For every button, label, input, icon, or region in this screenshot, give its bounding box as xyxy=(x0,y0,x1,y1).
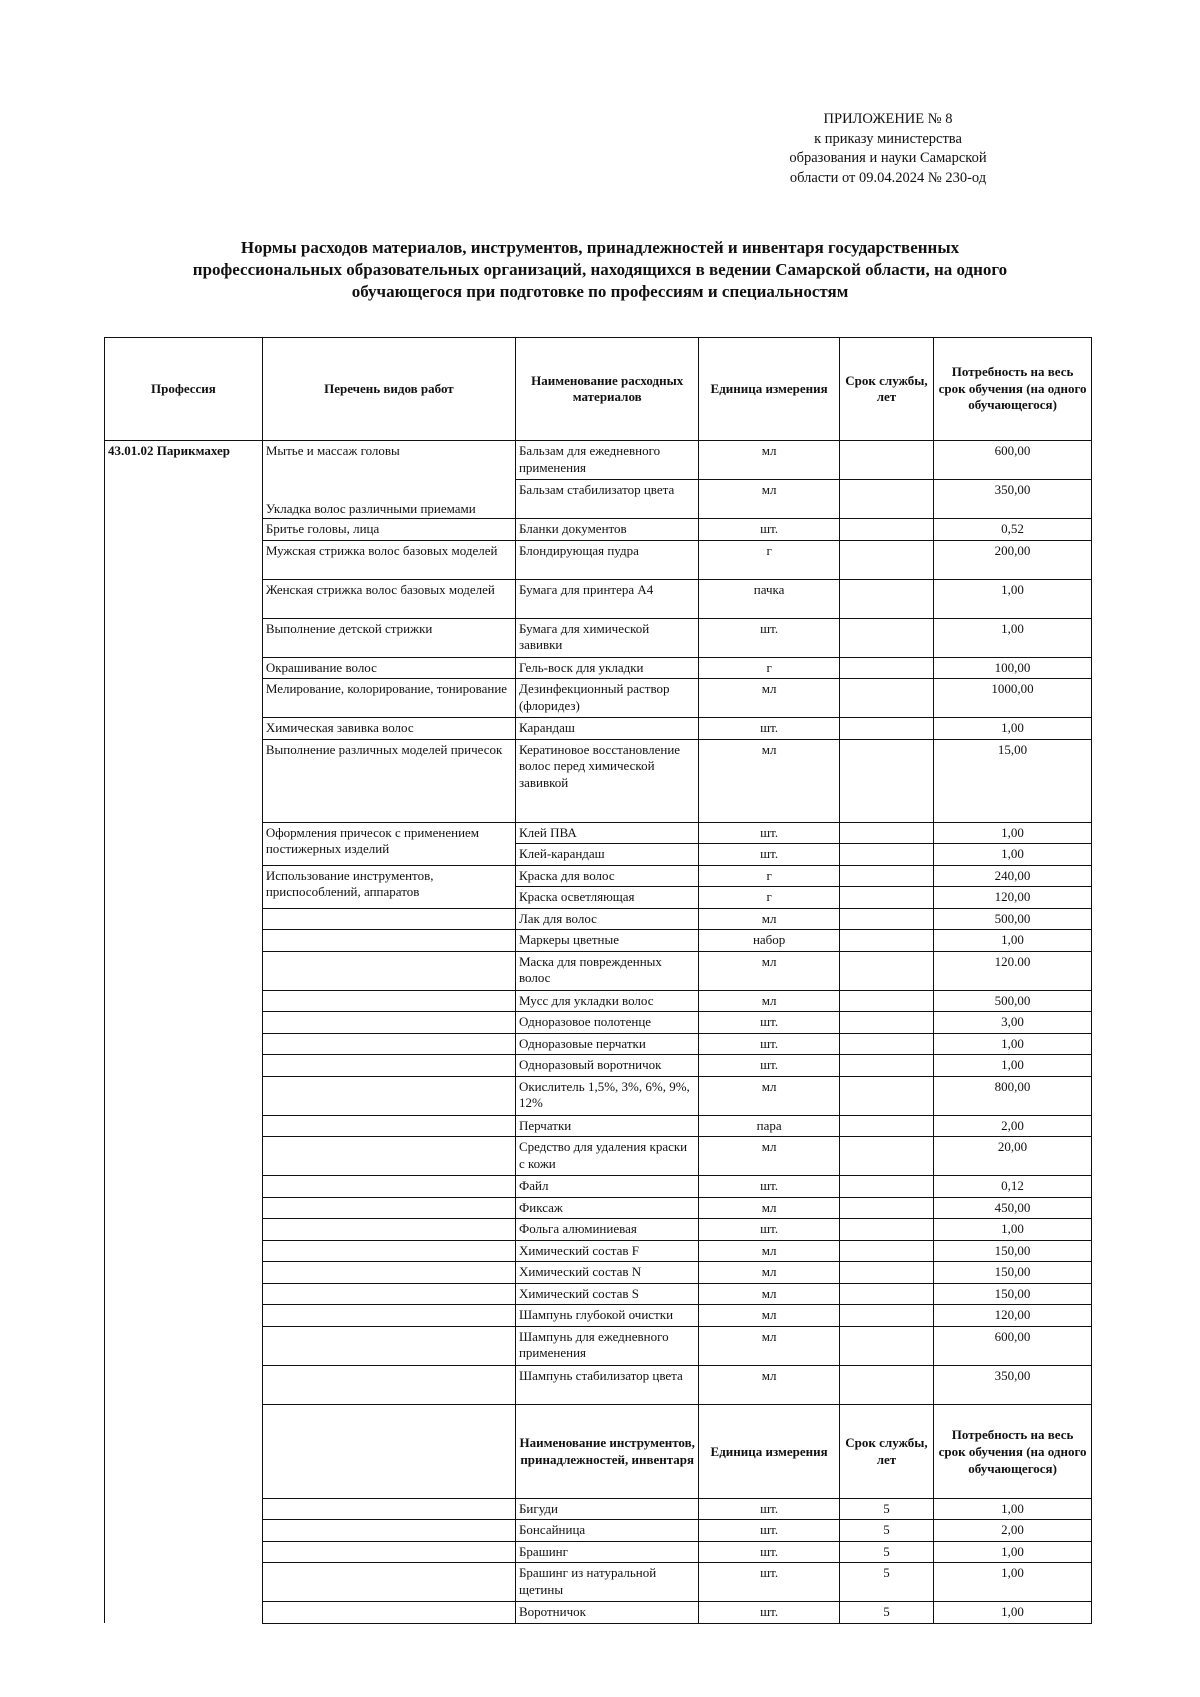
material-qty: 150,00 xyxy=(934,1262,1092,1284)
appendix-number: ПРИЛОЖЕНИЕ № 8 xyxy=(823,111,953,127)
title-line-1: Нормы расходов материалов, инструментов, принадлежностей и инвентаря государственных xyxy=(240,238,960,257)
tool-name: Бигуди xyxy=(515,1498,698,1520)
material-qty: 1,00 xyxy=(934,718,1092,740)
material-term xyxy=(839,718,933,740)
tools-header-need: Потребность на весь срок обучения (на одного обучающегося) xyxy=(934,1404,1092,1498)
material-term xyxy=(839,540,933,579)
tool-term: 5 xyxy=(839,1498,933,1520)
material-qty: 600,00 xyxy=(934,1326,1092,1365)
material-name: Бумага для химической завивки xyxy=(515,618,698,657)
material-term xyxy=(839,887,933,909)
header-need: Потребность на весь срок обучения (на одного обучающегося) xyxy=(934,338,1092,441)
header-profession: Профессия xyxy=(105,338,263,441)
tool-name: Воротничок xyxy=(515,1602,698,1624)
work-cell: Оформления причесок с применением постижерных изделий xyxy=(262,822,515,865)
material-term xyxy=(839,480,933,519)
material-term xyxy=(839,441,933,480)
work-cell: Бритье головы, лица xyxy=(262,519,515,541)
tool-unit: шт. xyxy=(699,1498,839,1520)
material-name: Средство для удаления краски с кожи xyxy=(515,1137,698,1176)
work-cell: Выполнение различных моделей причесок xyxy=(262,739,515,822)
header-material: Наименование расходных материалов xyxy=(515,338,698,441)
work-cell xyxy=(262,1240,515,1262)
material-unit: набор xyxy=(699,930,839,952)
material-term xyxy=(839,679,933,718)
tool-term: 5 xyxy=(839,1563,933,1602)
tool-name: Брашинг из натуральной щетины xyxy=(515,1563,698,1602)
tool-unit: шт. xyxy=(699,1563,839,1602)
material-name: Одноразовое полотенце xyxy=(515,1012,698,1034)
header-unit: Единица измерения xyxy=(699,338,839,441)
material-term xyxy=(839,844,933,866)
header-works: Перечень видов работ xyxy=(262,338,515,441)
material-qty: 240,00 xyxy=(934,865,1092,887)
material-qty: 1,00 xyxy=(934,579,1092,618)
material-name: Бальзам стабилизатор цвета xyxy=(515,480,698,519)
material-unit: г xyxy=(699,540,839,579)
material-name: Лак для волос xyxy=(515,908,698,930)
material-name: Фиксаж xyxy=(515,1197,698,1219)
material-qty: 120.00 xyxy=(934,951,1092,990)
material-qty: 450,00 xyxy=(934,1197,1092,1219)
material-name: Окислитель 1,5%, 3%, 6%, 9%, 12% xyxy=(515,1076,698,1115)
material-name: Химический состав F xyxy=(515,1240,698,1262)
appendix-date-line: области от 09.04.2024 № 230-од xyxy=(789,169,987,186)
appendix-reference xyxy=(768,110,1008,188)
material-term xyxy=(839,1137,933,1176)
work-cell: Окрашивание волос xyxy=(262,657,515,679)
material-name: Бальзам для ежедневного применения xyxy=(515,441,698,480)
material-unit: шт. xyxy=(699,822,839,844)
work-cell xyxy=(262,1498,515,1520)
work-cell xyxy=(262,1137,515,1176)
material-qty: 200,00 xyxy=(934,540,1092,579)
work-cell xyxy=(262,1326,515,1365)
tool-unit: шт. xyxy=(699,1602,839,1624)
material-unit: мл xyxy=(699,1305,839,1327)
material-unit: мл xyxy=(699,1283,839,1305)
material-unit: мл xyxy=(699,908,839,930)
material-qty: 120,00 xyxy=(934,1305,1092,1327)
work-cell xyxy=(262,1076,515,1115)
tool-term: 5 xyxy=(839,1541,933,1563)
material-qty: 150,00 xyxy=(934,1240,1092,1262)
material-unit: шт. xyxy=(699,718,839,740)
material-name: Маска для поврежденных волос xyxy=(515,951,698,990)
material-qty: 800,00 xyxy=(934,1076,1092,1115)
material-name: Маркеры цветные xyxy=(515,930,698,952)
material-unit: шт. xyxy=(699,1219,839,1241)
work-cell xyxy=(262,908,515,930)
header-term: Срок службы, лет xyxy=(839,338,933,441)
tool-term: 5 xyxy=(839,1602,933,1624)
work-cell xyxy=(262,1305,515,1327)
table-row xyxy=(105,441,1092,480)
tool-unit: шт. xyxy=(699,1541,839,1563)
material-qty: 3,00 xyxy=(934,1012,1092,1034)
material-name: Краска для волос xyxy=(515,865,698,887)
material-qty: 1,00 xyxy=(934,1033,1092,1055)
work-cell: Мужская стрижка волос базовых моделей xyxy=(262,540,515,579)
work-cell xyxy=(262,1176,515,1198)
material-term xyxy=(839,1012,933,1034)
material-unit: г xyxy=(699,657,839,679)
work-cell xyxy=(262,1283,515,1305)
material-term xyxy=(839,1262,933,1284)
material-unit: г xyxy=(699,865,839,887)
material-qty: 1,00 xyxy=(934,1055,1092,1077)
material-name: Одноразовые перчатки xyxy=(515,1033,698,1055)
material-unit: мл xyxy=(699,1240,839,1262)
material-name: Краска осветляющая xyxy=(515,887,698,909)
material-unit: мл xyxy=(699,1076,839,1115)
work-cell xyxy=(262,1055,515,1077)
material-name: Карандаш xyxy=(515,718,698,740)
material-name: Клей ПВА xyxy=(515,822,698,844)
material-name: Перчатки xyxy=(515,1115,698,1137)
norms-table xyxy=(104,337,1092,1624)
tool-qty: 1,00 xyxy=(934,1602,1092,1624)
material-unit: шт. xyxy=(699,1033,839,1055)
material-name: Клей-карандаш xyxy=(515,844,698,866)
material-name: Гель-воск для укладки xyxy=(515,657,698,679)
material-term xyxy=(839,1197,933,1219)
material-qty: 600,00 xyxy=(934,441,1092,480)
material-term xyxy=(839,1076,933,1115)
work-cell xyxy=(262,1404,515,1498)
material-name: Химический состав S xyxy=(515,1283,698,1305)
work-cell: Выполнение детской стрижки xyxy=(262,618,515,657)
material-name: Кератиновое восстановление волос перед химической завивкой xyxy=(515,739,698,822)
work-cell: Химическая завивка волос xyxy=(262,718,515,740)
material-qty: 350,00 xyxy=(934,1365,1092,1404)
work-cell xyxy=(262,1115,515,1137)
material-unit: мл xyxy=(699,1326,839,1365)
material-name: Шампунь для ежедневного применения xyxy=(515,1326,698,1365)
material-unit: мл xyxy=(699,480,839,519)
tool-name: Бонсайница xyxy=(515,1520,698,1542)
material-term xyxy=(839,519,933,541)
material-term xyxy=(839,739,933,822)
tools-header-unit: Единица измерения xyxy=(699,1404,839,1498)
material-name: Файл xyxy=(515,1176,698,1198)
work-cell xyxy=(262,1365,515,1404)
material-unit: пара xyxy=(699,1115,839,1137)
material-unit: мл xyxy=(699,441,839,480)
work-cell xyxy=(262,1012,515,1034)
material-term xyxy=(839,657,933,679)
work-text: Мытье и массаж головы xyxy=(265,443,400,458)
material-qty: 1000,00 xyxy=(934,679,1092,718)
material-qty: 100,00 xyxy=(934,657,1092,679)
material-qty: 1,00 xyxy=(934,822,1092,844)
material-name: Бумага для принтера А4 xyxy=(515,579,698,618)
work-cell xyxy=(262,1541,515,1563)
material-unit: мл xyxy=(699,1137,839,1176)
material-term xyxy=(839,1219,933,1241)
material-term xyxy=(839,1283,933,1305)
tool-name: Брашинг xyxy=(515,1541,698,1563)
table-header-row xyxy=(105,338,1092,441)
material-term xyxy=(839,822,933,844)
work-cell xyxy=(262,1602,515,1624)
material-unit: пачка xyxy=(699,579,839,618)
material-term xyxy=(839,990,933,1012)
tool-term: 5 xyxy=(839,1520,933,1542)
material-unit: мл xyxy=(699,739,839,822)
material-unit: мл xyxy=(699,1197,839,1219)
tool-qty: 2,00 xyxy=(934,1520,1092,1542)
work-cell: Женская стрижка волос базовых моделей xyxy=(262,579,515,618)
work-cell: Мелирование, колорирование, тонирование xyxy=(262,679,515,718)
material-qty: 2,00 xyxy=(934,1115,1092,1137)
work-cell xyxy=(262,951,515,990)
material-term xyxy=(839,865,933,887)
profession-cell: 43.01.02 Парикмахер xyxy=(105,441,263,1624)
tool-qty: 1,00 xyxy=(934,1563,1092,1602)
work-cell xyxy=(262,441,515,519)
material-name: Мусс для укладки волос xyxy=(515,990,698,1012)
table-body xyxy=(105,441,1092,1624)
material-unit: шт. xyxy=(699,1012,839,1034)
tool-qty: 1,00 xyxy=(934,1498,1092,1520)
work-cell xyxy=(262,1563,515,1602)
material-qty: 1,00 xyxy=(934,844,1092,866)
tool-unit: шт. xyxy=(699,1520,839,1542)
material-unit: шт. xyxy=(699,1055,839,1077)
material-unit: мл xyxy=(699,990,839,1012)
material-qty: 1,00 xyxy=(934,618,1092,657)
material-term xyxy=(839,1240,933,1262)
material-qty: 350,00 xyxy=(934,480,1092,519)
material-qty: 15,00 xyxy=(934,739,1092,822)
material-unit: шт. xyxy=(699,618,839,657)
material-qty: 500,00 xyxy=(934,908,1092,930)
material-term xyxy=(839,930,933,952)
work-cell: Использование инструментов, приспособлений, аппаратов xyxy=(262,865,515,908)
material-qty: 1,00 xyxy=(934,930,1092,952)
material-unit: г xyxy=(699,887,839,909)
title-line-2: профессиональных образовательных организаций, находящихся в ведении Самарской области, на одного xyxy=(192,260,1008,279)
material-term xyxy=(839,1326,933,1365)
material-unit: мл xyxy=(699,679,839,718)
title-line-3: обучающегося при подготовке по профессиям и специальностям xyxy=(351,282,849,301)
material-term xyxy=(839,1033,933,1055)
material-name: Шампунь глубокой очистки xyxy=(515,1305,698,1327)
material-term xyxy=(839,908,933,930)
material-unit: мл xyxy=(699,1365,839,1404)
work-cell xyxy=(262,1219,515,1241)
material-name: Бланки документов xyxy=(515,519,698,541)
tool-qty: 1,00 xyxy=(934,1541,1092,1563)
appendix-order-line: к приказу министерства xyxy=(814,130,962,147)
tools-header-name: Наименование инструментов, принадлежностей, инвентаря xyxy=(515,1404,698,1498)
material-qty: 0,52 xyxy=(934,519,1092,541)
material-term xyxy=(839,1176,933,1198)
material-term xyxy=(839,951,933,990)
material-unit: шт. xyxy=(699,519,839,541)
work-cell xyxy=(262,1262,515,1284)
appendix-ministry-line: образования и науки Самарской xyxy=(789,150,987,166)
material-qty: 500,00 xyxy=(934,990,1092,1012)
material-unit: мл xyxy=(699,951,839,990)
material-name: Шампунь стабилизатор цвета xyxy=(515,1365,698,1404)
material-qty: 0,12 xyxy=(934,1176,1092,1198)
document-title xyxy=(100,237,1100,303)
work-text: Укладка волос различными приемами xyxy=(265,500,476,516)
work-cell xyxy=(262,1520,515,1542)
material-name: Фольга алюминиевая xyxy=(515,1219,698,1241)
material-unit: шт. xyxy=(699,844,839,866)
work-cell xyxy=(262,990,515,1012)
material-name: Одноразовый воротничок xyxy=(515,1055,698,1077)
tools-header-term: Срок службы, лет xyxy=(839,1404,933,1498)
work-cell xyxy=(262,1033,515,1055)
material-qty: 20,00 xyxy=(934,1137,1092,1176)
work-cell xyxy=(262,930,515,952)
material-term xyxy=(839,618,933,657)
material-unit: мл xyxy=(699,1262,839,1284)
material-term xyxy=(839,579,933,618)
material-term xyxy=(839,1055,933,1077)
material-name: Дезинфекционный раствор (флоридез) xyxy=(515,679,698,718)
material-unit: шт. xyxy=(699,1176,839,1198)
work-cell xyxy=(262,1197,515,1219)
material-term xyxy=(839,1115,933,1137)
material-qty: 1,00 xyxy=(934,1219,1092,1241)
material-term xyxy=(839,1305,933,1327)
material-qty: 150,00 xyxy=(934,1283,1092,1305)
material-term xyxy=(839,1365,933,1404)
material-name: Химический состав N xyxy=(515,1262,698,1284)
material-name: Блондирующая пудра xyxy=(515,540,698,579)
material-qty: 120,00 xyxy=(934,887,1092,909)
